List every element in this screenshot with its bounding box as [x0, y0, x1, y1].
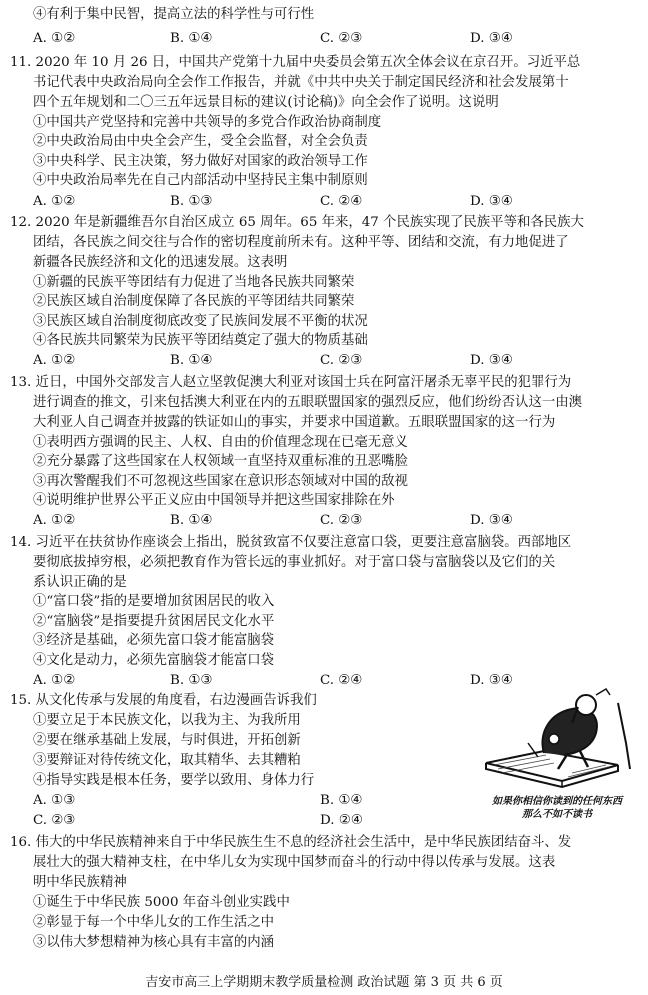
statement: ②中央政治局由中央全会产生，受全会监督，对全会负责 — [33, 134, 368, 149]
option-b: B. ①④ — [170, 31, 213, 46]
statement: ②充分暴露了这些国家在人权领域一直坚持双重标准的丑恶嘴脸 — [33, 454, 408, 469]
option-d: D. ③④ — [470, 353, 513, 368]
statement: ①新疆的民族平等团结有力促进了当地各民族共同繁荣 — [33, 275, 355, 290]
statement: ①表明西方强调的民主、人权、自由的价值理念现在已毫无意义 — [33, 435, 408, 450]
question-12-stem: 团结，各民族之间交往与合作的密切程度前所未有。这种平等、团结和交流，有力地促进了 — [33, 235, 569, 250]
option-b: B. ①④ — [170, 513, 213, 528]
option-d: D. ③④ — [470, 31, 513, 46]
statement: ②要在继承基础上发展，与时俱进，开拓创新 — [33, 733, 301, 748]
option-a: A. ①② — [33, 194, 76, 209]
question-11-stem: 书记代表中央政治局向全会作工作报告，并就《中共中央关于制定国民经济和社会发展第十 — [33, 75, 569, 90]
question-16-stem: 16. 伟大的中华民族精神来自于中华民族生生不息的经济社会生活中，是中华民族团结奋斗、发 — [10, 835, 572, 850]
statement: ②彰显于每一个中华儿女的工作生活之中 — [33, 915, 275, 930]
cartoon-illustration — [468, 683, 640, 795]
option-c: C. ②④ — [320, 194, 363, 209]
question-12-stem: 12. 2020 年是新疆维吾尔自治区成立 65 周年。65 年来，47 个民族实现了民族平等和各民族大 — [10, 215, 584, 230]
statement: ①诞生于中华民族 5000 年奋斗创业实践中 — [33, 895, 290, 910]
option-c: C. ②③ — [320, 353, 363, 368]
question-15-stem: 15. 从文化传承与发展的角度看，右边漫画告诉我们 — [10, 693, 317, 708]
question-11-stem: 11. 2020 年 10 月 26 日，中国共产党第十九届中央委员会第五次全体会议在京召开。习近平总 — [10, 55, 581, 70]
statement: ④指导实践是根本任务，要学以致用、身体力行 — [33, 773, 315, 788]
statement: ③经济是基础，必须先富口袋才能富脑袋 — [33, 633, 275, 648]
statement: ③再次警醒我们不可忽视这些国家在意识形态领域对中国的敌视 — [33, 474, 408, 489]
cartoon-caption: 如果你相信你读到的任何东西 — [492, 796, 622, 807]
statement: ④有利于集中民智，提高立法的科学性与可行性 — [33, 7, 315, 22]
option-a: A. ①② — [33, 673, 76, 688]
option-a: A. ①③ — [33, 793, 76, 808]
option-b: B. ①③ — [170, 194, 213, 209]
statement: ①“富口袋”指的是要增加贫困居民的收入 — [33, 594, 275, 609]
option-b: B. ①④ — [170, 353, 213, 368]
statement: ①要立足于本民族文化，以我为主、为我所用 — [33, 713, 301, 728]
option-a: A. ①② — [33, 353, 76, 368]
question-14-stem: 系认识正确的是 — [33, 575, 127, 590]
question-14-stem: 要彻底拔掉穷根，必须把教育作为管长远的事业抓好。对于富口袋与富脑袋以及它们的关 — [33, 555, 556, 570]
option-d: D. ②④ — [320, 813, 363, 828]
option-d: D. ③④ — [470, 673, 513, 688]
statement: ④说明维护世界公平正义应由中国领导并把这些国家排除在外 — [33, 493, 395, 508]
option-c: C. ②③ — [33, 813, 76, 828]
statement: ③中央科学、民主决策，努力做好对国家的政治领导工作 — [33, 154, 368, 169]
option-a: A. ①② — [33, 513, 76, 528]
question-14-stem: 14. 习近平在扶贫协作座谈会上指出，脱贫致富不仅要注意富口袋，更要注意富脑袋。西部地区 — [10, 535, 572, 550]
statement: ④文化是动力，必须先富脑袋才能富口袋 — [33, 653, 275, 668]
statement: ③民族区域自治制度彻底改变了民族间发展不平衡的状况 — [33, 314, 368, 329]
option-d: D. ③④ — [470, 194, 513, 209]
question-11-stem: 四个五年规划和二〇三五年远景目标的建议(讨论稿)》向全会作了说明。这说明 — [33, 95, 499, 110]
option-a: A. ①② — [33, 31, 76, 46]
option-c: C. ②④ — [320, 673, 363, 688]
statement: ②“富脑袋”是指要提升贫困居民文化水平 — [33, 614, 275, 629]
option-c: C. ②③ — [320, 31, 363, 46]
question-13-stem: 13. 近日，中国外交部发言人赵立坚敦促澳大利亚对该国士兵在阿富汗屠杀无辜平民的犯罪行为 — [10, 375, 572, 390]
option-b: B. ①③ — [170, 673, 213, 688]
question-12-stem: 新疆各民族经济和文化的迅速发展。这表明 — [33, 255, 288, 270]
question-13-stem: 进行调查的推文，引来包括澳大利亚在内的五眼联盟国家的强烈反应，他们纷纷否认这一由澳 — [33, 395, 583, 410]
cartoon-caption: 那么不如不读书 — [522, 809, 592, 820]
option-c: C. ②③ — [320, 513, 363, 528]
statement: ④各民族共同繁荣为民族平等团结奠定了强大的物质基础 — [33, 333, 368, 348]
statement: ④中央政治局率先在自己内部活动中坚持民主集中制原则 — [33, 173, 368, 188]
question-16-stem: 展壮大的强大精神支柱，在中华儿女为实现中国梦而奋斗的行动中得以传承与发展。这表 — [33, 855, 556, 870]
option-d: D. ③④ — [470, 513, 513, 528]
statement: ①中国共产党坚持和完善中共领导的多党合作政治协商制度 — [33, 115, 382, 130]
option-b: B. ①④ — [320, 793, 363, 808]
question-13-stem: 大利亚人自己调查并披露的铁证如山的事实，并要求中国道歉。五眼联盟国家的这一行为 — [33, 415, 556, 430]
question-16-stem: 明中华民族精神 — [33, 875, 127, 890]
statement: ③要辩证对待传统文化，取其精华、去其糟粕 — [33, 753, 301, 768]
statement: ②民族区域自治制度保障了各民族的平等团结共同繁荣 — [33, 294, 355, 309]
page-footer: 吉安市高三上学期期末教学质量检测 政治试题 第 3 页 共 6 页 — [145, 975, 503, 990]
statement: ③以伟大梦想精神为核心具有丰富的内涵 — [33, 935, 275, 950]
